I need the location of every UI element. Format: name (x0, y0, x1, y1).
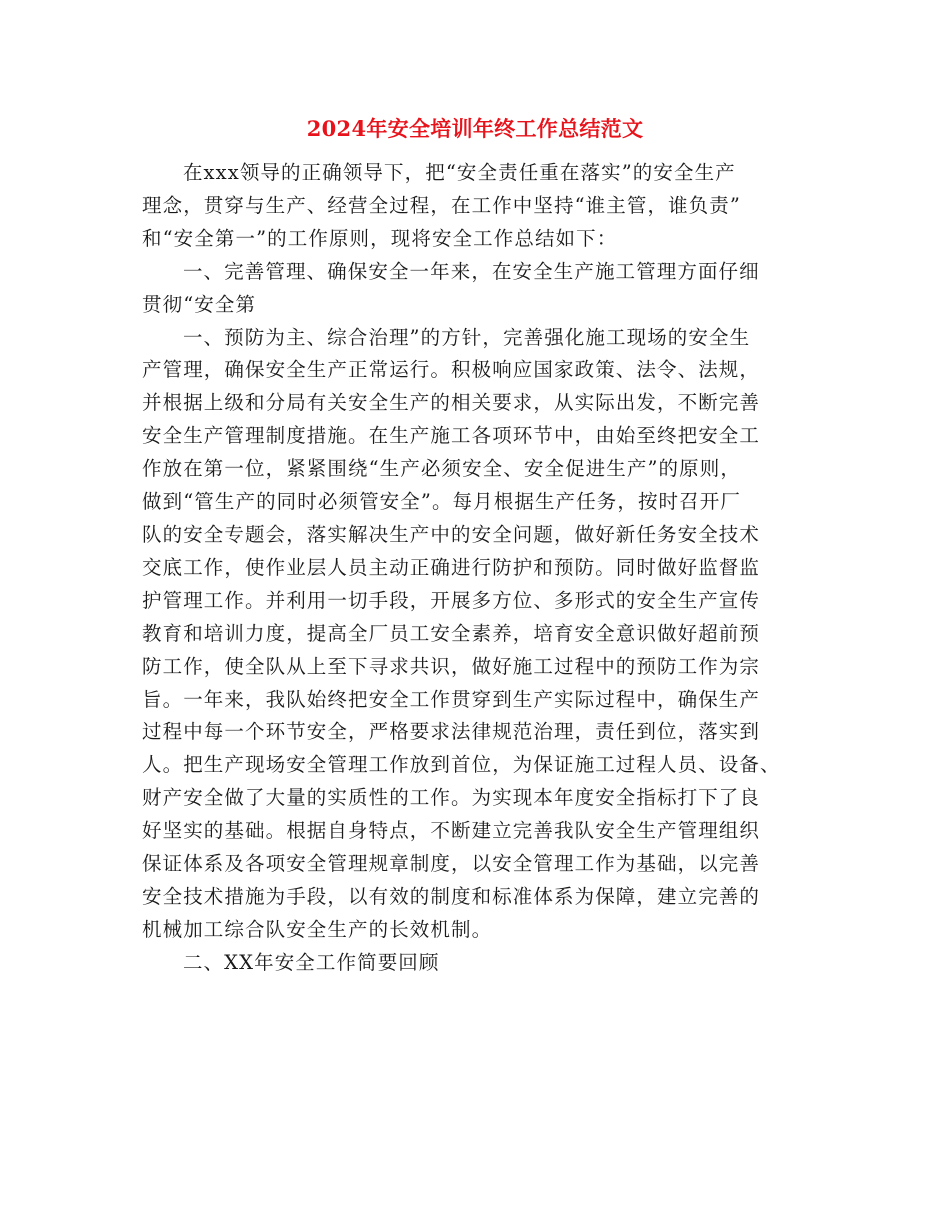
document-title: 2024年安全培训年终工作总结范文 (306, 116, 644, 141)
document-body (142, 157, 810, 980)
text-line: 人。把生产现场安全管理工作放到首位，为保证施工过程人员、设备、 (142, 753, 781, 777)
text-line: 财产安全做了大量的实质性的工作。为实现本年度安全指标打下了良 (142, 786, 761, 810)
text-line: 过程中每一个环节安全，严格要求法律规范治理，责任到位，落实到 (142, 720, 761, 744)
paragraph-intro (142, 157, 810, 256)
text-line: 护管理工作。并利用一切手段，开展多方位、多形式的安全生产宣传 (142, 588, 761, 612)
text-line: 一、完善管理、确保安全一年来，在安全生产施工管理方面仔细 (182, 259, 760, 283)
text-line: 教育和培训力度，提高全厂员工安全素养，培育安全意识做好超前预 (142, 621, 761, 645)
text-line: 旨。一年来，我队始终把安全工作贯穿到生产实际过程中，确保生产 (142, 687, 761, 711)
text-line: 理念，贯穿与生产、经营全过程，在工作中坚持“谁主管，谁负责” (142, 193, 741, 217)
paragraph-section-one (142, 256, 810, 322)
text-line: 好坚实的基础。根据自身特点，不断建立完善我队安全生产管理组织 (142, 819, 761, 843)
text-line: 防工作，使全队从上至下寻求共识，做好施工过程中的预防工作为宗 (142, 654, 761, 678)
text-line: 并根据上级和分局有关安全生产的相关要求，从实际出发，不断完善 (142, 391, 761, 415)
text-line: 产管理，确保安全生产正常运行。积极响应国家政策、法令、法规， (142, 358, 761, 382)
text-line: 队的安全专题会，落实解决生产中的安全问题，做好新任务安全技术 (142, 522, 761, 546)
text-line: 和“安全第一”的工作原则，现将安全工作总结如下： (142, 226, 618, 250)
text-line: 二、XX年安全工作简要回顾 (182, 950, 440, 974)
paragraph-section-two-heading (142, 947, 810, 980)
text-line: 保证体系及各项安全管理规章制度，以安全管理工作为基础，以完善 (142, 852, 761, 876)
text-line: 安全技术措施为手段，以有效的制度和标准体系为保障，建立完善的 (142, 884, 761, 908)
text-line: 在xxx领导的正确领导下，把“安全责任重在落实”的安全生产 (182, 161, 736, 184)
text-line: 贯彻“安全第 (142, 292, 257, 316)
text-line: 做到“管生产的同时必须管安全”。每月根据生产任务，按时召开厂 (142, 490, 741, 514)
text-line: 一、预防为主、综合治理”的方针，完善强化施工现场的安全生 (182, 325, 751, 349)
text-line: 交底工作，使作业层人员主动正确进行防护和预防。同时做好监督监 (142, 555, 761, 579)
text-line: 安全生产管理制度措施。在生产施工各项环节中，由始至终把安全工 (142, 424, 761, 448)
paragraph-body (142, 322, 810, 947)
text-line: 机械加工综合队安全生产的长效机制。 (142, 917, 493, 941)
text-line: 作放在第一位，紧紧围绕“生产必须安全、安全促进生产”的原则， (142, 457, 741, 481)
